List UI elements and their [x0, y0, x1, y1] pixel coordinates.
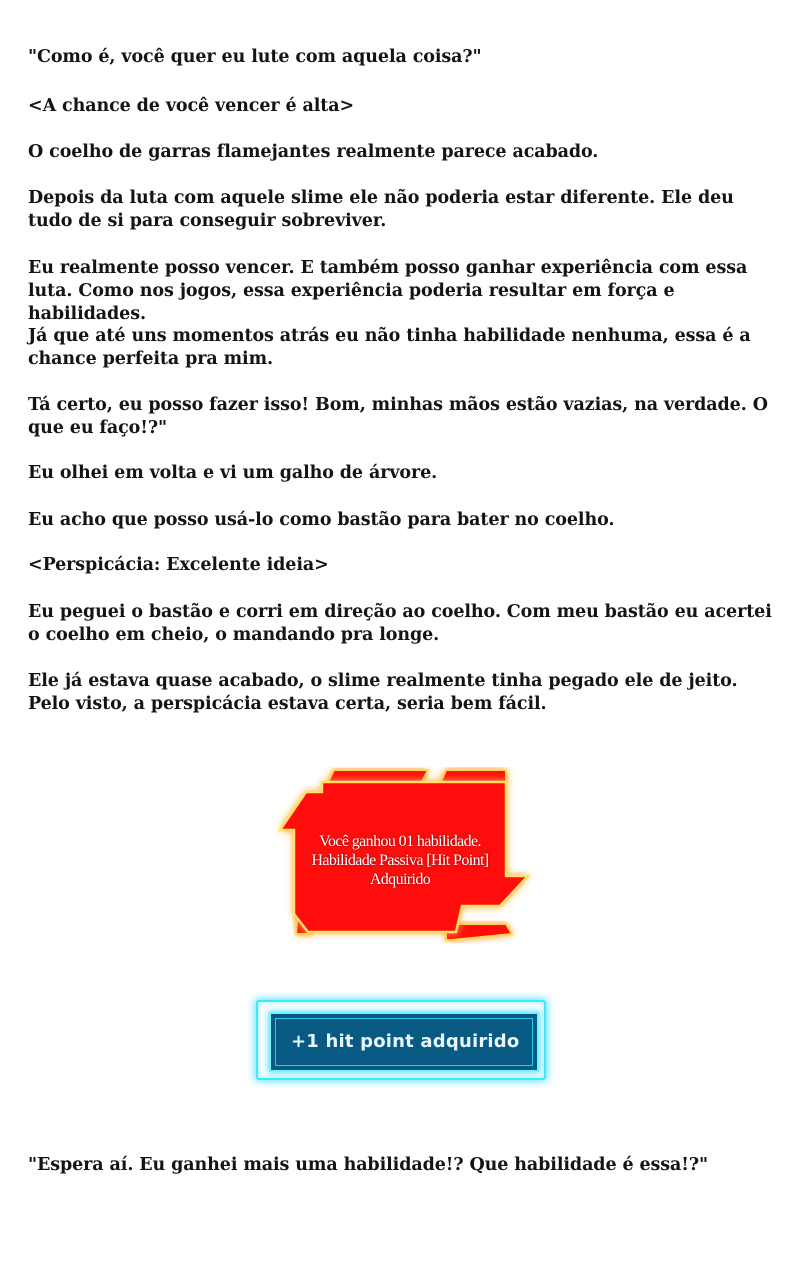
- paragraph-6: Já que até uns momentos atrás eu não tinha habilidade nenhuma, essa é a chance perfeita pra mim.: [28, 326, 751, 369]
- paragraph-3: O coelho de garras flamejantes realmente parece acabado.: [28, 142, 599, 162]
- skill-notice-text: Você ganhou 01 habilidade. Habilidade Passiva [Hit Point] Adquirido: [311, 833, 489, 888]
- paragraph-2: <A chance de você vencer é alta>: [28, 96, 355, 116]
- paragraph-8: Eu olhei em volta e vi um galho de árvore.: [28, 463, 438, 483]
- paragraph-4: Depois da luta com aquele slime ele não poderia estar diferente. Ele deu tudo de si para conseguir sobreviver.: [28, 188, 734, 231]
- hit-point-outer-frame: [256, 1000, 546, 1080]
- paragraph-5: Eu realmente posso vencer. E também posso ganhar experiência com essa luta. Como nos jogos, essa experiência poderia resultar em força e habilidades.: [28, 258, 748, 324]
- skill-notice-box: [266, 764, 536, 946]
- paragraph-9: Eu acho que posso usá-lo como bastão para bater no coelho.: [28, 510, 615, 530]
- paragraph-12: Ele já estava quase acabado, o slime realmente tinha pegado ele de jeito. Pelo visto, a perspicácia estava certa, seria bem fácil.: [28, 671, 738, 714]
- closing-paragraph: "Espera aí. Eu ganhei mais uma habilidade!? Que habilidade é essa!?": [28, 1155, 709, 1175]
- paragraph-11: Eu peguei o bastão e corri em direção ao coelho. Com meu bastão eu acertei o coelho em cheio, o mandando pra longe.: [28, 602, 772, 645]
- paragraph-1: "Como é, você quer eu lute com aquela coisa?": [28, 47, 482, 67]
- hit-point-notice-box: [256, 1000, 546, 1080]
- hit-point-notice-text: +1 hit point adquirido: [291, 1031, 520, 1052]
- paragraph-7: Tá certo, eu posso fazer isso! Bom, minhas mãos estão vazias, na verdade. O que eu faço!?": [28, 395, 768, 438]
- paragraph-10: <Perspicácia: Excelente ideia>: [28, 555, 329, 575]
- hit-point-inner-panel: [269, 1012, 539, 1072]
